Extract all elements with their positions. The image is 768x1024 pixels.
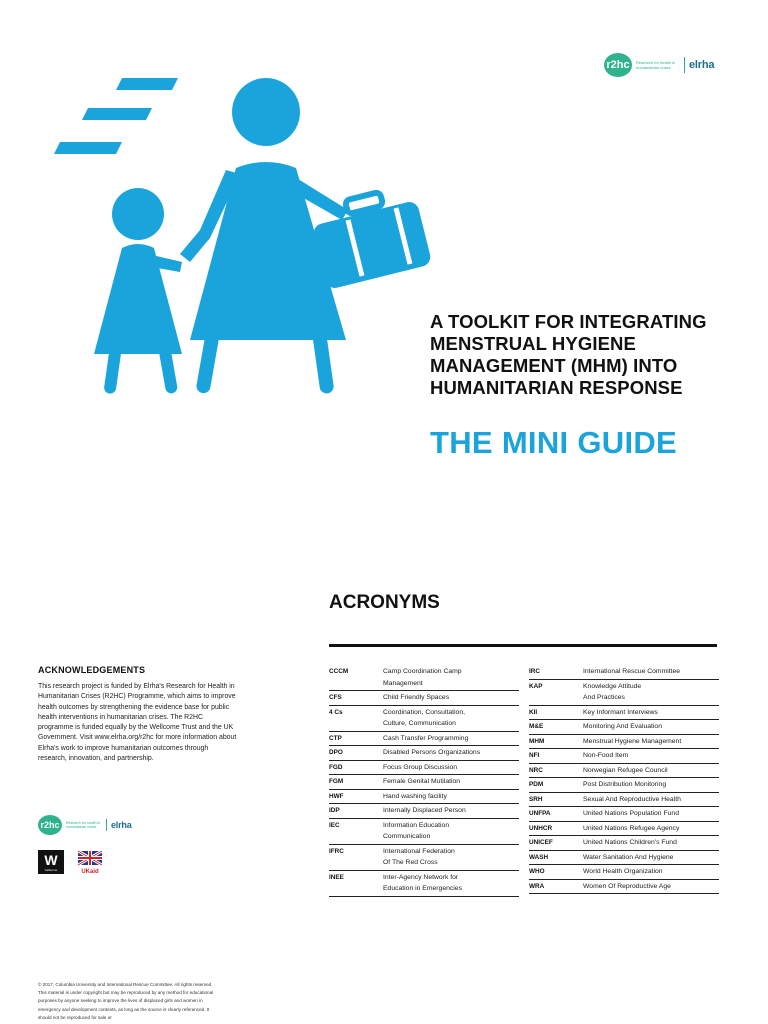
acronym-row — [329, 665, 519, 691]
acronym-definition: Water Sanitation And Hygiene — [583, 853, 674, 861]
acronym-abbreviation: WASH — [529, 853, 549, 861]
acronym-definition: Post Distribution Monitoring — [583, 781, 667, 788]
r2hc-elrha-logo-small — [38, 815, 148, 835]
acronym-definition: Child Friendly Spaces — [383, 694, 450, 701]
acronyms-table-left — [329, 665, 519, 897]
acronym-row — [329, 775, 519, 790]
acronym-definition: United Nations Children's Fund — [583, 839, 677, 846]
acronym-row — [329, 804, 519, 819]
wellcome-logo-label: wellcome — [44, 868, 58, 872]
acronym-abbreviation: NRC — [529, 766, 543, 774]
acronym-abbreviation: UNICEF — [529, 839, 553, 846]
acronyms-heading: ACRONYMS — [329, 592, 440, 613]
acronym-abbreviation: WRA — [529, 882, 545, 890]
toolkit-title — [430, 311, 750, 399]
acronym-abbreviation: IRC — [529, 668, 541, 675]
acronym-definition: Disabled Persons Organizations — [383, 749, 481, 756]
acronym-row — [529, 851, 719, 866]
acronym-row — [329, 732, 519, 747]
acronym-abbreviation: UNFPA — [529, 810, 551, 817]
acronym-row — [529, 749, 719, 764]
ukaid-logo — [77, 850, 103, 876]
acronym-abbreviation: CFS — [329, 694, 342, 701]
acronym-definition: Menstrual Hygiene Management — [583, 737, 682, 745]
acronym-definition: International Federation Of The Red Cross — [383, 847, 455, 866]
r2hc-logo-mark-small: r2hc — [38, 815, 62, 835]
acronym-row — [529, 822, 719, 837]
acronym-abbreviation: IEC — [329, 821, 340, 829]
acronym-definition: International Rescue Committee — [583, 668, 681, 675]
toolkit-title-line-2: MENSTRUAL HYGIENE — [430, 333, 636, 354]
r2hc-logo-subtitle: Research for health in humanitarian crises — [636, 60, 676, 70]
acronym-row — [529, 807, 719, 822]
acronym-definition: Female Genital Mutilation — [383, 778, 461, 785]
acronym-definition: Monitoring And Evaluation — [583, 723, 662, 730]
acronym-row — [529, 720, 719, 735]
acronym-row — [529, 865, 719, 880]
acronym-abbreviation: M&E — [529, 723, 544, 730]
acronym-definition: World Health Organization — [583, 868, 663, 875]
acronym-abbreviation: HWF — [329, 792, 344, 800]
acronym-row — [329, 691, 519, 706]
acronyms-table-right — [529, 665, 719, 894]
r2hc-elrha-logo — [604, 50, 724, 80]
acknowledgements-heading: ACKNOWLEDGEMENTS — [38, 665, 146, 675]
acronym-abbreviation: CTP — [329, 734, 342, 742]
acronym-definition: United Nations Population Fund — [583, 810, 679, 817]
acronym-abbreviation: WHO — [529, 868, 545, 875]
acronym-row — [329, 871, 519, 897]
acronym-abbreviation: NFI — [529, 752, 540, 759]
r2hc-logo-mark: r2hc — [604, 53, 632, 77]
acronym-abbreviation: KII — [529, 708, 538, 716]
acknowledgements-body: This research project is funded by Elrha's Research for Health in Humanitarian Crises (R2HC) Programme, which aims to improve health outcomes by strengthening the evidence base for public health interventions in humanitarian crises. The R2HC programme is funded equally by the Wellcome Trust and the UK Government. Visit www.elrha.org/r2hc for more information about Elrha's work to improve humanitarian outcomes through research, innovation, and partnership. — [38, 683, 237, 763]
acronym-row — [529, 764, 719, 779]
acronym-row — [529, 706, 719, 721]
acronym-row — [329, 790, 519, 805]
logo-divider — [684, 57, 685, 73]
acronym-row — [529, 778, 719, 793]
acronym-row — [329, 746, 519, 761]
acronym-abbreviation: DPO — [329, 749, 343, 756]
acronym-row — [529, 680, 719, 706]
acronym-abbreviation: SRH — [529, 795, 543, 803]
acronym-abbreviation: IDP — [329, 807, 340, 814]
acronym-definition: Focus Group Discussion — [383, 763, 458, 771]
acronym-definition: Cash Transfer Programming — [383, 734, 469, 742]
acronym-row — [329, 819, 519, 845]
wellcome-logo — [38, 850, 64, 874]
mini-guide-title: THE MINI GUIDE — [430, 425, 678, 460]
acronym-definition: Information Education Communication — [383, 821, 450, 840]
acronym-abbreviation: 4 Cs — [329, 708, 343, 716]
copyright-text: © 2017, Columbia University and International Rescue Committee. All rights reserved. This material is under copyright but may be reproduced by any method for educational purposes by anyone seeking to improve the lives of displaced girls and women in emergency and development contexts, as long as the source is clearly referenced. It should not be reproduced for sale or — [38, 982, 214, 1020]
elrha-logo-text: elrha — [689, 59, 715, 71]
acronym-definition: Sexual And Reproductive Health — [583, 795, 681, 803]
acronym-definition: Internally Displaced Person — [383, 807, 466, 814]
acronym-abbreviation: CCCM — [329, 668, 349, 675]
acronym-definition: Hand washing facility — [383, 792, 447, 800]
acronym-row — [329, 845, 519, 871]
acronym-abbreviation: KAP — [529, 682, 543, 690]
toolkit-title-line-1: A TOOLKIT FOR INTEGRATING — [430, 311, 707, 332]
acronym-abbreviation: INEE — [329, 873, 344, 881]
woman-and-child-walking-with-suitcase-icon — [50, 70, 440, 400]
acronym-abbreviation: FGD — [329, 763, 343, 771]
acronym-definition: Camp Coordination Camp Management — [383, 668, 462, 687]
acronym-abbreviation: IFRC — [329, 847, 344, 855]
ukaid-logo-label: UKaid — [81, 869, 99, 875]
acronym-definition: Coordination, Consultation, Culture, Communication — [383, 708, 465, 727]
r2hc-logo-subtitle-small: Research for health in humanitarian crises — [66, 821, 101, 829]
wellcome-logo-letter: W — [44, 852, 58, 868]
acronym-abbreviation: FGM — [329, 778, 344, 785]
acronym-definition: Inter-Agency Network for Education in Emergencies — [383, 873, 462, 892]
toolkit-title-line-4: HUMANITARIAN RESPONSE — [430, 377, 683, 398]
toolkit-title-line-3: MANAGEMENT (MHM) INTO — [430, 355, 678, 376]
acronym-definition: Women Of Reproductive Age — [583, 882, 671, 890]
acronym-abbreviation: UNHCR — [529, 824, 553, 832]
acronym-abbreviation: PDM — [529, 781, 544, 788]
acronym-abbreviation: MHM — [529, 737, 545, 745]
acronyms-divider — [329, 644, 717, 647]
logo-divider-small — [106, 819, 107, 831]
acronym-definition: Non-Food Item — [583, 752, 629, 759]
acronym-row — [529, 880, 719, 895]
acronym-definition: Knowledge Attitude And Practices — [583, 682, 642, 701]
acronym-definition: United Nations Refugee Agency — [583, 824, 680, 832]
acronym-row — [329, 761, 519, 776]
elrha-logo-text-small: elrha — [111, 820, 132, 830]
acronym-row — [529, 735, 719, 750]
acronym-row — [529, 836, 719, 851]
acronym-row — [529, 793, 719, 808]
acronym-definition: Norwegian Refugee Council — [583, 766, 668, 774]
acronym-row — [529, 665, 719, 680]
acronym-row — [329, 706, 519, 732]
acronym-definition: Key Informant Interviews — [583, 708, 658, 716]
